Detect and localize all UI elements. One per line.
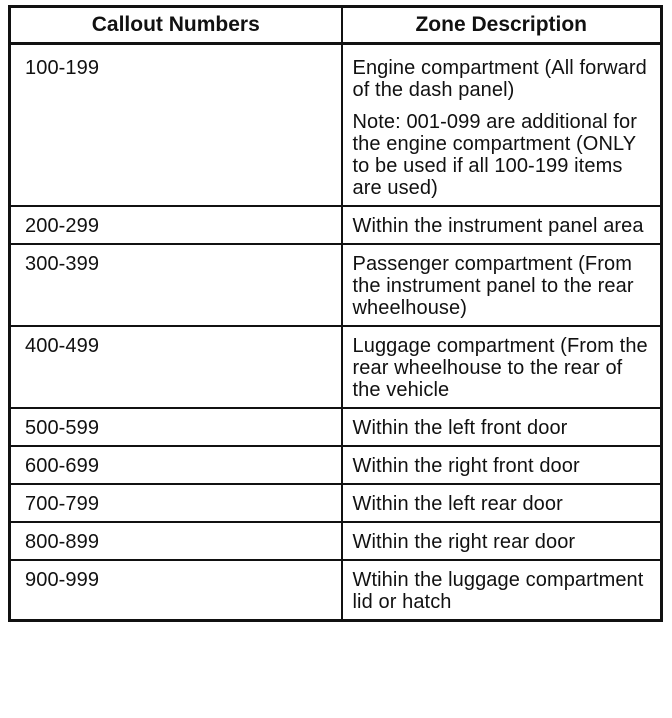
- header-row: [10, 7, 662, 44]
- table-row: [10, 446, 662, 484]
- callout-range: 900-999: [10, 560, 342, 621]
- zone-description-text: Engine compartment (All forward of the dash panel): [352, 57, 647, 101]
- table-row: [10, 560, 662, 621]
- callout-range: 500-599: [10, 408, 342, 446]
- header-zone-description: Zone Description: [342, 7, 662, 44]
- zone-description: Luggage compartment (From the rear wheelhouse to the rear of the vehicle: [342, 326, 662, 408]
- callout-zone-table: [8, 5, 663, 622]
- zone-description: Within the instrument panel area: [342, 206, 662, 244]
- table-row: [10, 484, 662, 522]
- table-row: [10, 326, 662, 408]
- zone-description: Within the left front door: [342, 408, 662, 446]
- callout-range: 400-499: [10, 326, 342, 408]
- zone-note: Note: 001-099 are additional for the engine compartment (ONLY to be used if all 100-199 items are used): [352, 111, 637, 199]
- table-row: [10, 522, 662, 560]
- callout-range: 700-799: [10, 484, 342, 522]
- zone-description: Within the left rear door: [342, 484, 662, 522]
- header-callout-numbers: Callout Numbers: [10, 7, 342, 44]
- zone-description: [342, 44, 662, 207]
- callout-range: 300-399: [10, 244, 342, 326]
- table-row: [10, 44, 662, 207]
- zone-description: Within the right front door: [342, 446, 662, 484]
- callout-range: 100-199: [10, 44, 342, 207]
- zone-description: Within the right rear door: [342, 522, 662, 560]
- table-row: [10, 206, 662, 244]
- table-row: [10, 244, 662, 326]
- zone-description: Wtihin the luggage compartment lid or hatch: [342, 560, 662, 621]
- table-row: [10, 408, 662, 446]
- callout-range: 800-899: [10, 522, 342, 560]
- callout-range: 200-299: [10, 206, 342, 244]
- callout-range: 600-699: [10, 446, 342, 484]
- zone-description: Passenger compartment (From the instrument panel to the rear wheelhouse): [342, 244, 662, 326]
